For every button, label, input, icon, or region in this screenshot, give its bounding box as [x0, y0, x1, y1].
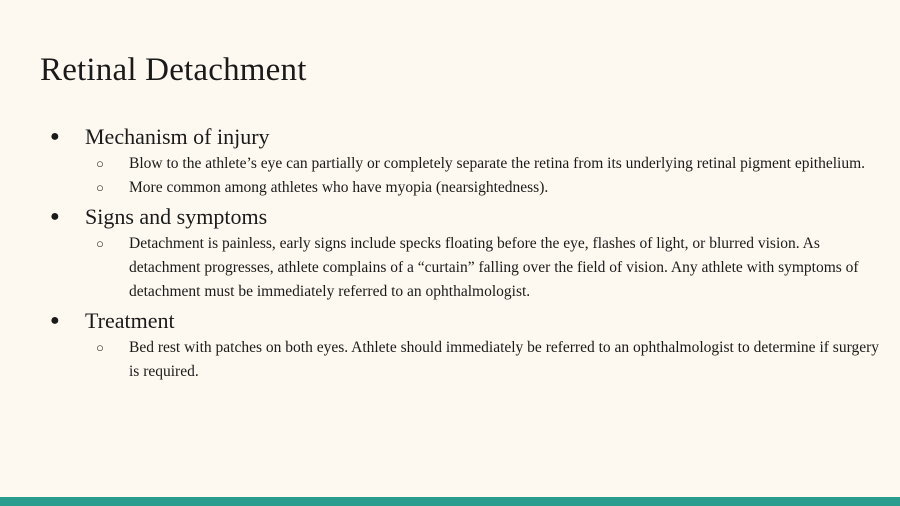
hollow-circle-icon: ○: [96, 340, 104, 355]
bullet-icon: ●: [50, 208, 60, 225]
list-item: [40, 176, 880, 200]
section-heading-signs: [40, 202, 880, 232]
section-points-signs: [40, 232, 880, 304]
section-heading-label: Mechanism of injury: [85, 124, 270, 149]
hollow-circle-icon: ○: [96, 156, 104, 171]
bullet-icon: ●: [50, 128, 60, 145]
list-item: [40, 152, 880, 176]
list-item-text: Bed rest with patches on both eyes. Athlete should immediately be referred to an ophthalmologist to determine if surgery is required.: [129, 339, 879, 380]
footer-accent-bar: [0, 497, 900, 506]
section-points-mechanism: [40, 152, 880, 200]
slide-title: Retinal Detachment: [40, 52, 307, 88]
section-points-treatment: [40, 336, 880, 384]
list-item-text: Detachment is painless, early signs include specks floating before the eye, flashes of light, or blurred vision. As detachment progresses, athlete complains of a “curtain” falling over the field of vision. Any athlete with symptoms of detachment must be immediately referred to an ophthalmologist.: [129, 235, 859, 300]
hollow-circle-icon: ○: [96, 180, 104, 195]
section-heading-treatment: [40, 306, 880, 336]
list-item-text: More common among athletes who have myopia (nearsightedness).: [129, 179, 549, 196]
section-heading-label: Treatment: [85, 308, 175, 333]
list-item-text: Blow to the athlete’s eye can partially or completely separate the retina from its underlying retinal pigment epithelium.: [129, 155, 866, 172]
list-item: [40, 336, 880, 384]
slide-body: [40, 122, 880, 386]
section-heading-label: Signs and symptoms: [85, 204, 268, 229]
hollow-circle-icon: ○: [96, 236, 104, 251]
section-heading-mechanism: [40, 122, 880, 152]
list-item: [40, 232, 880, 304]
bullet-icon: ●: [50, 312, 60, 329]
